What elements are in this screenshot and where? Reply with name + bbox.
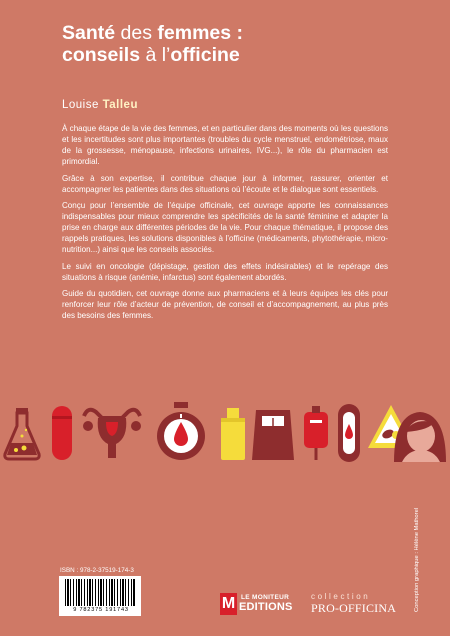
title-word: Santé [62,22,116,44]
collection-label: collection [311,592,371,601]
title-word: femmes : [157,22,244,44]
woman-icon [388,404,450,464]
author-last: Talleu [102,99,138,111]
flask-icon [2,406,42,462]
bloodbag-icon [300,406,332,462]
description-paragraph: Le suivi en oncologie (dépistage, gestion des effets indésirables) et le repérage des situations à risque (anémie, infarctus) sont également abordés. [62,261,388,282]
description-paragraph: Conçu pour l’ensemble de l’équipe officinale, cet ouvrage apporte les connaissances indispensables pour mieux comprendre les spécificités de la santé féminine et adapter la prise en charge aux différentes périodes de la vie. Pour chaque thématique, il propose des rappels pratiques, les solutions disponibles à l’officine (médicaments, phytothérapie, micro-nutrition...) ainsi que les conseils associés. [62,201,388,254]
publisher-name-bottom: EDITIONS [239,601,293,613]
author-name [62,99,138,111]
icon-row [0,398,450,468]
stopwatch-icon [152,402,210,462]
publisher-name-top: LE MONITEUR [241,594,290,601]
pad-icon [334,402,364,464]
description-paragraph: Grâce à son expertise, il contribue chaque jour à informer, rassurer, orienter et accompagner les patientes dans des situations où l’écoute et le dialogue sont essentiels. [62,173,388,194]
description-paragraph: Guide du quotidien, cet ouvrage donne aux pharmaciens et à leurs équipes les clés pour renforcer leur rôle d’acteur de prévention, de conseil et d’accompagnement, au plus près des besoins des femmes. [62,289,388,320]
collection-name: PRO-OFFICINA [311,601,397,615]
description-paragraph: À chaque étape de la vie des femmes, et en particulier dans des moments où les questions et les incertitudes sont plus importantes (troubles du cycle menstruel, endométriose, maux de la grossesse, ménopause, infections urinaires, IVG...), le rôle du pharmacien est primordial. [62,124,388,166]
title-word: des [115,22,158,44]
description [62,123,388,327]
barcode [59,576,141,616]
uterus-icon [80,404,144,464]
scale-icon [250,408,296,462]
author-first: Louise [62,99,103,111]
design-credit: Conception graphique : Hélène Mathorel [414,507,420,612]
isbn-label: ISBN : 978-2-37519-174-3 [60,567,134,574]
barcode-digits: 9 782375 191743 [73,607,129,613]
title-word: officine [170,44,240,66]
title-word: à l’ [140,44,171,66]
book-title [62,22,392,66]
publisher-logo-m: M [220,593,237,615]
tube-icon [218,408,248,462]
capsule-icon [50,404,74,462]
title-word: conseils [62,44,141,66]
barcode-bars [65,579,135,606]
